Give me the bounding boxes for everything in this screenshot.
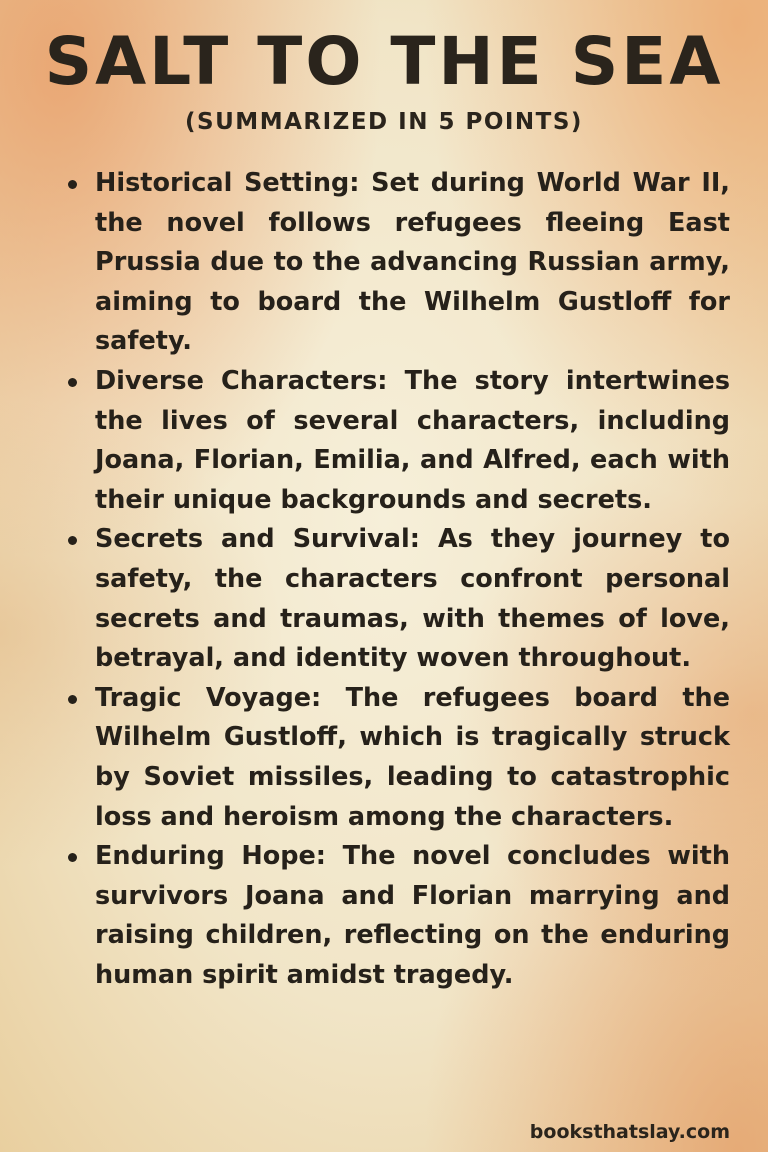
summary-point-2 xyxy=(64,362,730,520)
page-subtitle: (SUMMARIZED IN 5 POINTS) xyxy=(185,109,583,135)
summary-point-text: Historical Setting: Set during World War II, the novel follows refugees fleeing East Prussia due to the advancing Russian army, aiming to board the Wilhelm Gustloff for safety. xyxy=(95,168,730,357)
bullet-icon xyxy=(68,378,77,387)
bullet-icon xyxy=(68,180,77,189)
summary-point-text: Diverse Characters: The story intertwines the lives of several characters, including Joana, Florian, Emilia, and Alfred, each with their unique backgrounds and secrets. xyxy=(95,365,730,515)
page-title: SALT TO THE SEA xyxy=(44,23,724,100)
site-url: booksthatslay.com xyxy=(529,1121,730,1143)
bullet-icon xyxy=(68,695,77,704)
bullet-icon xyxy=(68,536,77,545)
summary-point-text: Enduring Hope: The novel concludes with survivors Joana and Florian marrying and raising children, reflecting on the enduring human spirit amidst tragedy. xyxy=(95,841,730,990)
summary-point-1 xyxy=(64,164,730,362)
summary-point-text: Tragic Voyage: The refugees board the Wilhelm Gustloff, which is tragically struck by Soviet missiles, leading to catastrophic loss and heroism among the characters. xyxy=(95,682,730,832)
bullet-icon xyxy=(68,853,77,862)
summary-point-4 xyxy=(64,679,730,837)
summary-point-3 xyxy=(64,520,730,678)
summary-point-5 xyxy=(64,837,730,995)
summary-point-text: Secrets and Survival: As they journey to safety, the characters confront personal secrets and traumas, with themes of love, betrayal, and identity woven throughout. xyxy=(95,524,730,674)
summary-list xyxy=(64,164,730,995)
